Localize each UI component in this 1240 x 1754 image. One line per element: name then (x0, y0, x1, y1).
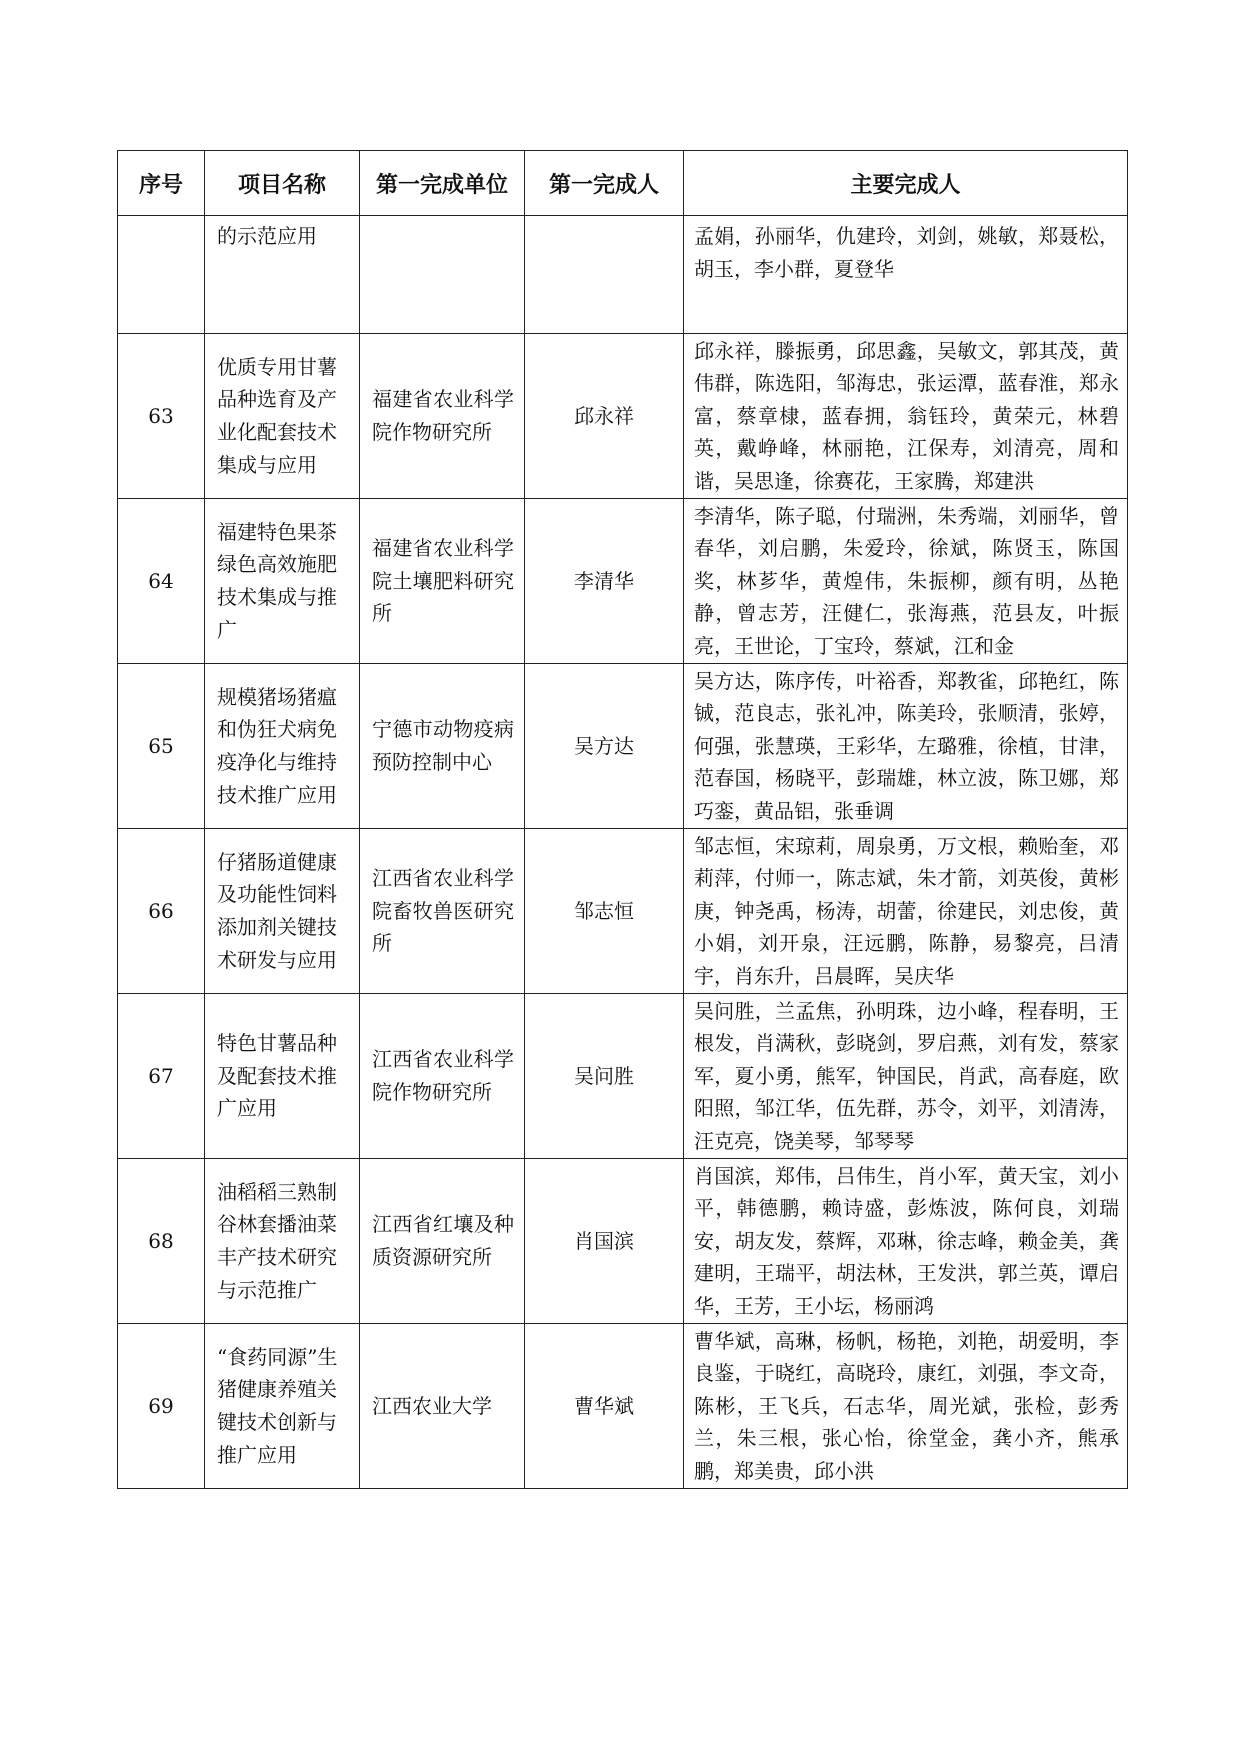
cell-name: 福建特色果茶绿色高效施肥技术集成与推广 (205, 499, 360, 664)
cell-leader: 曹华斌 (525, 1324, 684, 1489)
cell-name: 规模猪场猪瘟和伪狂犬病免疫净化与维持技术推广应用 (205, 664, 360, 829)
cell-name: 特色甘薯品种及配套技术推广应用 (205, 994, 360, 1159)
cell-num: 63 (118, 334, 205, 499)
cell-unit: 江西省农业科学院作物研究所 (360, 994, 525, 1159)
cell-num: 67 (118, 994, 205, 1159)
cell-num (118, 216, 205, 334)
cell-unit (360, 216, 525, 334)
table-row (118, 1159, 1128, 1324)
cell-num: 69 (118, 1324, 205, 1489)
awards-table (117, 150, 1128, 1489)
table-row (118, 334, 1128, 499)
cell-name: 油稻稻三熟制谷林套播油菜丰产技术研究与示范推广 (205, 1159, 360, 1324)
cell-leader: 邹志恒 (525, 829, 684, 994)
cell-unit: 宁德市动物疫病预防控制中心 (360, 664, 525, 829)
cell-members: 邱永祥，滕振勇，邱思鑫，吴敏文，郭其茂，黄伟群，陈选阳，邹海忠，张运潭，蓝春淮，郑永富，蔡章棣，蓝春拥，翁钰玲，黄荣元，林碧英，戴峥峰，林丽艳，江保寿，刘清亮，周和谐，吴思逢，徐赛花，王家腾，郑建洪 (684, 334, 1128, 499)
cell-name: 优质专用甘薯品种选育及产业化配套技术集成与应用 (205, 334, 360, 499)
cell-num: 65 (118, 664, 205, 829)
table-row (118, 994, 1128, 1159)
header-name: 项目名称 (205, 151, 360, 216)
cell-unit: 江西省农业科学院畜牧兽医研究所 (360, 829, 525, 994)
table-row (118, 499, 1128, 664)
header-unit: 第一完成单位 (360, 151, 525, 216)
table-row (118, 664, 1128, 829)
cell-leader: 吴问胜 (525, 994, 684, 1159)
table-row-continuation (118, 216, 1128, 334)
cell-leader: 邱永祥 (525, 334, 684, 499)
header-members: 主要完成人 (684, 151, 1128, 216)
cell-leader: 李清华 (525, 499, 684, 664)
cell-num: 64 (118, 499, 205, 664)
cell-members: 邹志恒，宋琼莉，周泉勇，万文根，赖贻奎，邓莉萍，付师一，陈志斌，朱才箭，刘英俊，黄彬庚，钟尧禹，杨涛，胡蕾，徐建民，刘忠俊，黄小娟，刘开泉，汪远鹏，陈静，易黎亮，吕清宇，肖东升，吕晨晖，吴庆华 (684, 829, 1128, 994)
table-header-row (118, 151, 1128, 216)
cell-name: 仔猪肠道健康及功能性饲料添加剂关键技术研发与应用 (205, 829, 360, 994)
header-leader: 第一完成人 (525, 151, 684, 216)
cell-members: 孟娟，孙丽华，仇建玲，刘剑，姚敏，郑聂松，胡玉，李小群，夏登华 (684, 216, 1128, 334)
table-row (118, 1324, 1128, 1489)
cell-members: 吴问胜，兰孟焦，孙明珠，边小峰，程春明，王根发，肖满秋，彭晓剑，罗启燕，刘有发，蔡家军，夏小勇，熊军，钟国民，肖武，高春庭，欧阳照，邹江华，伍先群，苏令，刘平，刘清涛，汪克亮，饶美琴，邹琴琴 (684, 994, 1128, 1159)
cell-leader (525, 216, 684, 334)
cell-num: 68 (118, 1159, 205, 1324)
cell-members: 曹华斌，高琳，杨帆，杨艳，刘艳，胡爱明，李良鉴，于晓红，高晓玲，康红，刘强，李文奇，陈彬，王飞兵，石志华，周光斌，张检，彭秀兰，朱三根，张心怡，徐堂金，龚小齐，熊承鹏，郑美贵，邱小洪 (684, 1324, 1128, 1489)
cell-leader: 吴方达 (525, 664, 684, 829)
cell-leader: 肖国滨 (525, 1159, 684, 1324)
table-row (118, 829, 1128, 994)
cell-name: “食药同源”生猪健康养殖关键技术创新与推广应用 (205, 1324, 360, 1489)
cell-members: 李清华，陈子聪，付瑞洲，朱秀端，刘丽华，曾春华，刘启鹏，朱爱玲，徐斌，陈贤玉，陈国奖，林芗华，黄煌伟，朱振柳，颜有明，丛艳静，曾志芳，汪健仁，张海燕，范县友，叶振亮，王世论，丁宝玲，蔡斌，江和金 (684, 499, 1128, 664)
cell-unit: 福建省农业科学院作物研究所 (360, 334, 525, 499)
cell-members: 肖国滨，郑伟，吕伟生，肖小军，黄天宝，刘小平，韩德鹏，赖诗盛，彭炼波，陈何良，刘瑞安，胡友发，蔡辉，邓琳，徐志峰，赖金美，龚建明，王瑞平，胡法林，王发洪，郭兰英，谭启华，王芳，王小坛，杨丽鸿 (684, 1159, 1128, 1324)
cell-unit: 江西省红壤及种质资源研究所 (360, 1159, 525, 1324)
header-num: 序号 (118, 151, 205, 216)
cell-name: 的示范应用 (205, 216, 360, 334)
cell-members: 吴方达，陈序传，叶裕香，郑教雀，邱艳红，陈铖，范良志，张礼冲，陈美玲，张顺清，张婷，何强，张慧瑛，王彩华，左璐雅，徐植，甘津，范春国，杨晓平，彭瑞雄，林立波，陈卫娜，郑巧銮，黄品铝，张垂调 (684, 664, 1128, 829)
cell-unit: 福建省农业科学院土壤肥料研究所 (360, 499, 525, 664)
cell-num: 66 (118, 829, 205, 994)
cell-unit: 江西农业大学 (360, 1324, 525, 1489)
